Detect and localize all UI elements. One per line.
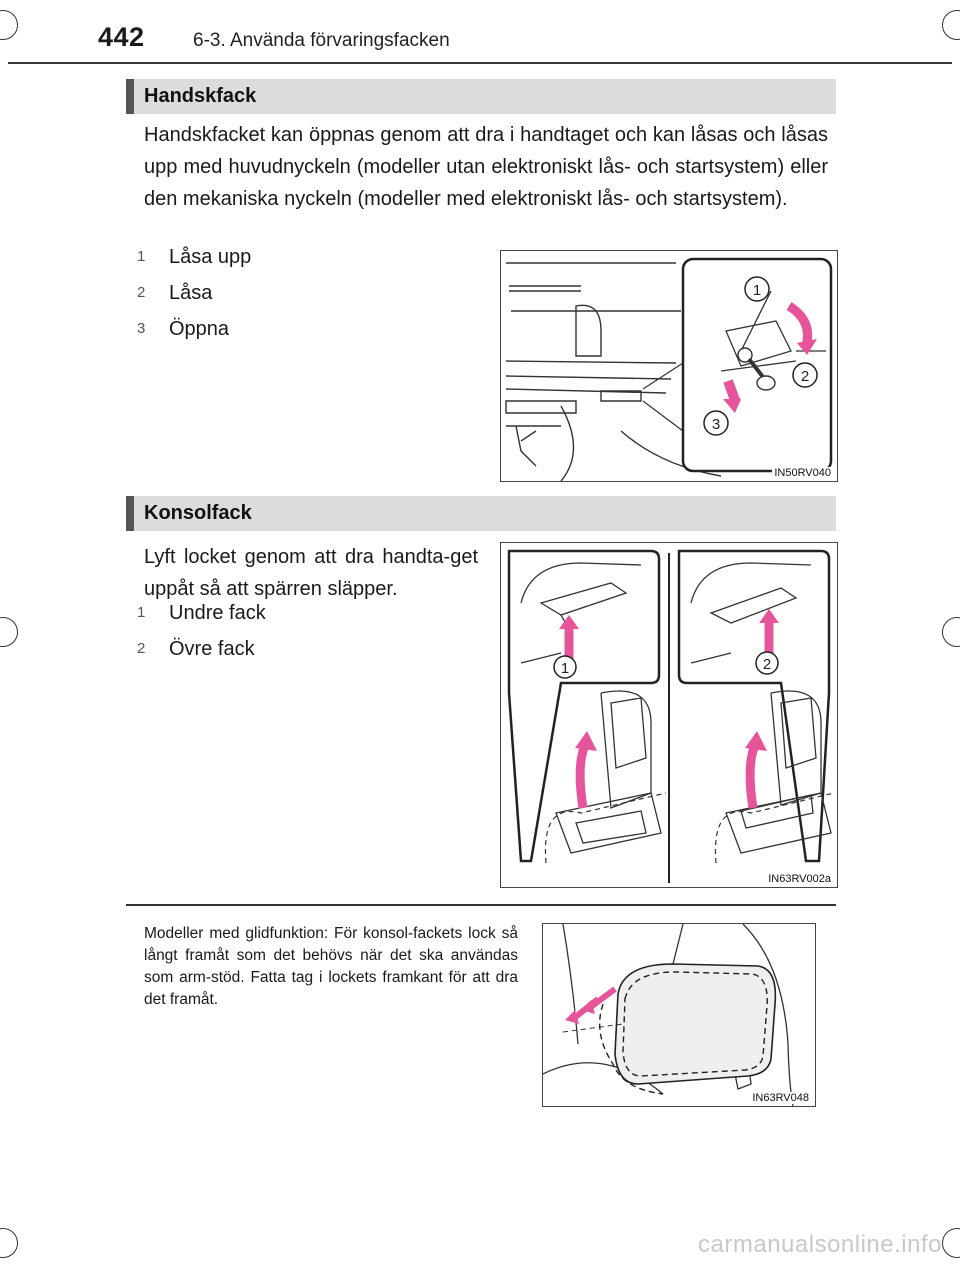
watermark: carmanualsonline.info [698, 1231, 942, 1258]
item-label: Undre fack [169, 602, 266, 624]
section-stripe [126, 79, 134, 114]
armrest-drawing [543, 924, 815, 1106]
section-title: Konsolfack [144, 502, 252, 524]
list-item [137, 314, 437, 344]
figure-callout: 3 [711, 416, 721, 433]
console-box-drawing [501, 543, 837, 887]
registration-mark-icon [942, 10, 960, 40]
item-number: 2 [137, 640, 146, 657]
registration-mark-icon [942, 1228, 960, 1258]
figure-code: IN50RV040 [774, 467, 831, 479]
section-body-text: Handskfacket kan öppnas genom att dra i handtaget och kan låsas och låsas upp med huvudnyckeln (modeller utan elektroniskt lås- och startsystem) eller den mekaniska nyckeln (modeller med elektroniskt lås- och startsystem). [144, 124, 828, 210]
registration-mark-icon [0, 10, 18, 40]
section-title: Handskfack [144, 85, 257, 107]
item-list-konsolfack [137, 598, 437, 664]
item-list-handskfack [137, 242, 437, 344]
section-body-text: Lyft locket genom att dra handta-get uppåt så att spärren släpper. [144, 546, 478, 600]
section-stripe [126, 496, 134, 531]
item-number: 1 [137, 604, 146, 621]
section-heading-konsolfack [126, 496, 836, 531]
figure-callout: 1 [560, 660, 570, 677]
console-box-illustration [500, 542, 838, 888]
item-number: 2 [137, 284, 146, 301]
item-number: 1 [137, 248, 146, 265]
note-text: Modeller med glidfunktion: För konsol-fackets lock så långt framåt som det behövs när det ska användas som arm-stöd. Fatta tag i lockets framkant för att dra det framåt. [144, 925, 518, 1008]
list-item [137, 242, 437, 272]
section-heading-handskfack [126, 79, 836, 114]
page-number: 442 [98, 22, 145, 52]
item-number: 3 [137, 320, 146, 337]
item-label: Övre fack [169, 638, 255, 660]
figure-callout: 1 [752, 282, 762, 299]
figure-code: IN63RV048 [752, 1092, 809, 1104]
list-item [137, 598, 437, 628]
armrest-slide-illustration [542, 923, 816, 1107]
item-label: Öppna [169, 318, 230, 340]
list-item [137, 634, 437, 664]
figure-code: IN63RV002a [768, 873, 831, 885]
registration-mark-icon [0, 1228, 18, 1258]
list-item [137, 278, 437, 308]
item-label: Låsa upp [169, 246, 252, 268]
figure-callout: 2 [800, 368, 810, 385]
header-divider [8, 62, 952, 64]
registration-mark-icon [942, 617, 960, 647]
figure-callout: 2 [762, 656, 772, 673]
glovebox-drawing [501, 251, 837, 481]
note-divider [126, 904, 836, 906]
glovebox-illustration [500, 250, 838, 482]
chapter-title: 6-3. Använda förvaringsfacken [193, 30, 450, 51]
item-label: Låsa [169, 282, 213, 304]
registration-mark-icon [0, 617, 18, 647]
